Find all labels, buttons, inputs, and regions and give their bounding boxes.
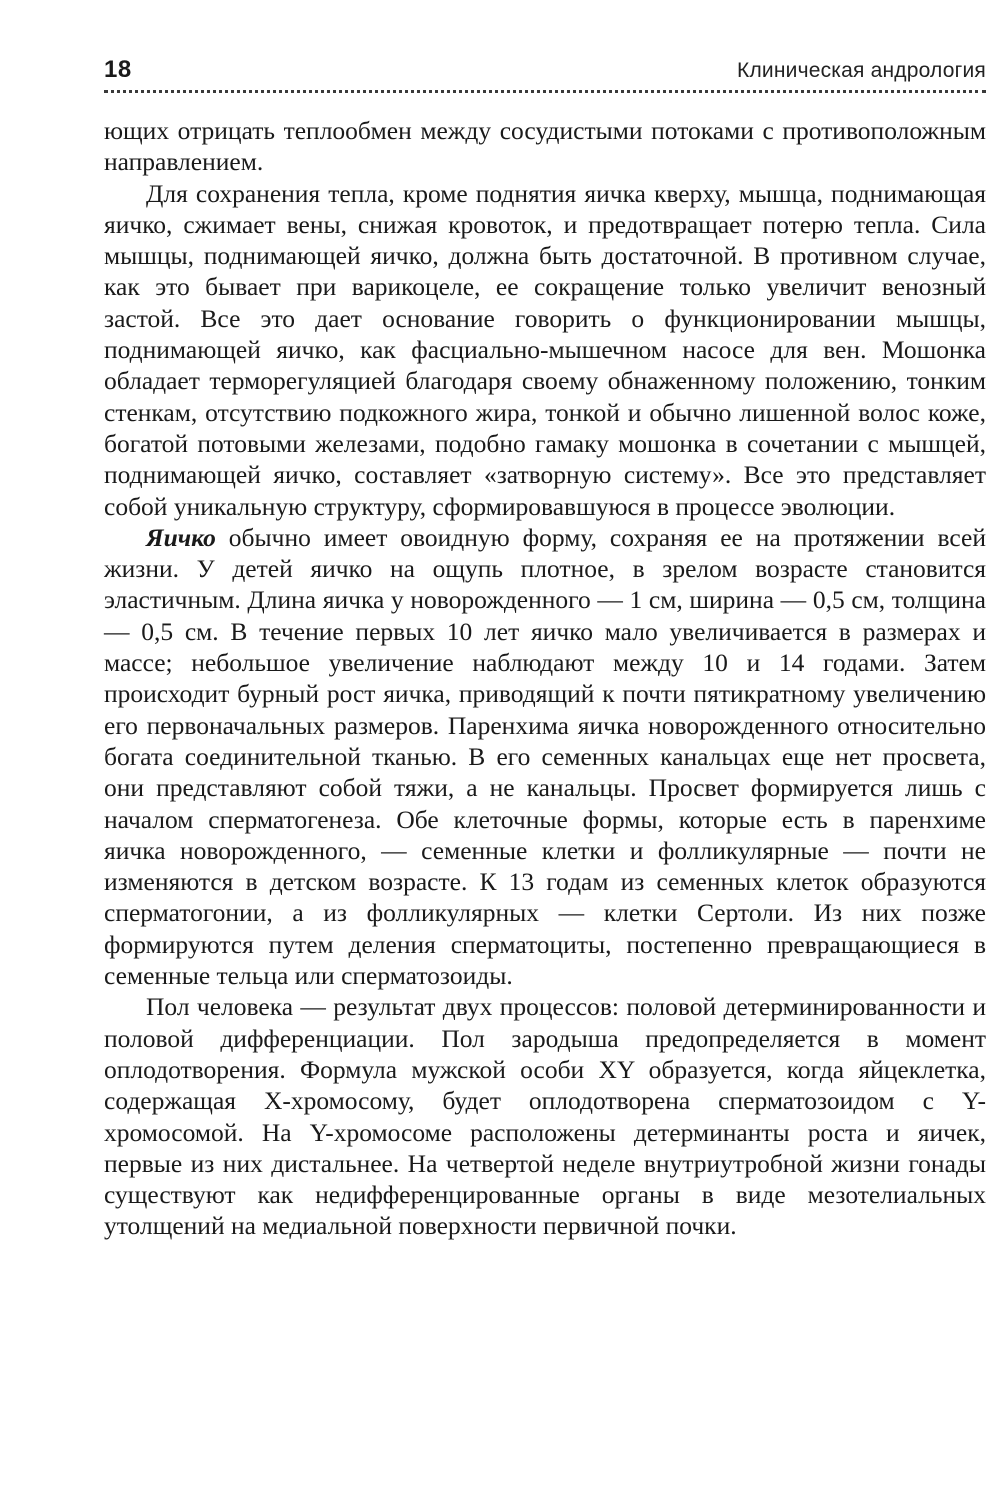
book-title: Клиническая андрология <box>737 59 986 82</box>
paragraph-sex-determination: Пол человека — результат двух процессов: половой детерминированности и половой дифференциации. Пол зародыша предопределяется в момент оплодотворения. Формула мужской особи XY образуется, когда яйцеклетка, содержащая Х-хромосому, будет оплодотворена сперматозоидом с Y-хромосомой. На Y-хромосоме расположены детерминанты роста и яичек, первые из них дистальнее. На четвертой неделе внутриутробной жизни гонады существуют как недифференцированные органы в виде мезотелиальных утолщений на медиальной поверхности первичной почки. <box>104 992 986 1241</box>
running-header <box>104 56 986 86</box>
paragraph-testis-text: обычно имеет овоидную форму, сохраняя ее на протяжении всей жизни. У детей яичко на ощупь плотное, в зрелом возрасте становится эластичным. Длина яичка у новорожденного — 1 см, ширина — 0,5 см, толщина — 0,5 см. В течение первых 10 лет яичко мало увеличивается в размерах и массе; небольшое увеличение наблюдают между 10 и 14 годами. Затем происходит бурный рост яичка, приводящий к почти пятикратному увеличению его первоначальных размеров. Паренхима яичка новорожденного относительно богата соединительной тканью. В его семенных канальцах еще нет просвета, они представляют собой тяжи, а не канальцы. Просвет формируется лишь с началом сперматогенеза. Обе клеточные формы, которые есть в паренхиме яичка новорожденного, — семенные клетки и фолликулярные — почти не изменяются в детском возрасте. К 13 годам из семенных клеток образуются сперматогонии, а из фолликулярных — клетки Сертоли. Из них позже формируются путем деления сперматоциты, постепенно превращающиеся в семенные тельца или сперматозоиды. <box>104 522 986 991</box>
paragraph-testis <box>104 522 986 991</box>
term-testis: Яичко <box>146 522 216 552</box>
paragraph-heat-retention: Для сохранения тепла, кроме поднятия яичка кверху, мышца, поднимающая яичко, сжимает вены, снижая кровоток, и предотвращает потерю тепла. Сила мышцы, поднимающей яичко, должна быть достаточной. В противном случае, как это бывает при варикоцеле, ее сокращение только увеличит венозный застой. Все это дает основание говорить о функционировании мышцы, поднимающей яичко, как фасциально-мышечном насосе для вен. Мошонка обладает терморегуляцией благодаря своему обнаженному положению, тонким стенкам, отсутствию подкожного жира, тонкой и обычно лишенной волос коже, богатой потовыми железами, подобно гамаку мошонка в сочетании с мышцей, поднимающей яичко, составляет «затворную систему». Все это представляет собой уникальную структуру, сформировавшуюся в процессе эволюции. <box>104 178 986 521</box>
header-divider <box>104 90 986 93</box>
body-text <box>104 115 986 1242</box>
paragraph-continuation: ющих отрицать теплообмен между сосудистыми потоками с противоположным направлением. <box>104 116 986 177</box>
book-page <box>104 56 986 1242</box>
page-number: 18 <box>104 56 132 83</box>
